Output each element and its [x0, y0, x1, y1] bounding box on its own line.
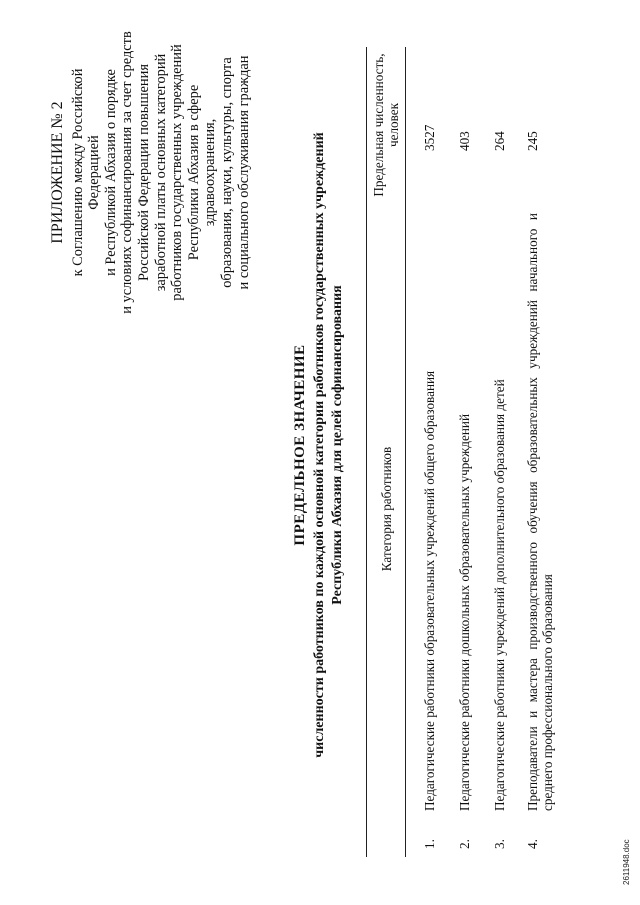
row-value: 245 — [525, 131, 540, 151]
limits-table — [366, 47, 555, 857]
table-header-row — [367, 47, 406, 857]
document-title: ПРЕДЕЛЬНОЕ ЗНАЧЕНИЕ — [292, 344, 308, 546]
appendix-line: и условиях софинансирования за счет средств — [119, 31, 136, 314]
appendix-line: к Соглашению между Российской Федерацией — [69, 68, 103, 277]
table-row — [406, 47, 441, 857]
row-value: 403 — [457, 131, 472, 151]
row-number: 1. — [422, 839, 437, 849]
table-row — [475, 47, 510, 857]
header-value: Предельная численность, человек — [367, 47, 406, 203]
document-reference: 2611948.doc — [622, 839, 631, 885]
appendix-line: Российской Федерации повышения — [135, 64, 152, 281]
row-category: Педагогические работники учреждений дополнительного образования детей — [492, 379, 507, 811]
appendix-line: работников государственных учреждений — [169, 44, 186, 301]
document-subtitle-2: Республики Абхазия для целей софинансирования — [330, 285, 345, 605]
header-category: Категория работников — [367, 203, 406, 815]
row-number: 2. — [457, 839, 472, 849]
appendix-line: заработной платы основных категорий — [152, 53, 169, 292]
row-number: 4. — [525, 839, 540, 849]
appendix-line: и социального обслуживания граждан — [235, 55, 252, 290]
header-num — [367, 815, 406, 857]
row-value: 264 — [492, 131, 507, 151]
row-category: Преподаватели и мастера производственного обучения образовательных учреждений начального и среднего профессионального образования — [525, 213, 555, 811]
appendix-line: Республики Абхазия в сфере здравоохранения, — [185, 84, 219, 261]
row-value: 3527 — [422, 124, 437, 151]
appendix-block — [50, 30, 252, 315]
table-row — [440, 47, 475, 857]
row-number: 3. — [492, 839, 507, 849]
appendix-line: образования, науки, культуры, спорта — [218, 57, 235, 288]
appendix-title: ПРИЛОЖЕНИЕ № 2 — [49, 101, 66, 244]
row-category: Педагогические работники дошкольных образовательных учреждений — [457, 413, 472, 811]
appendix-line: и Республикой Абхазия о порядке — [102, 69, 119, 276]
row-category: Педагогические работники образовательных учреждений общего образования — [422, 370, 437, 811]
table-row — [510, 47, 555, 857]
document-subtitle: численности работников по каждой основной категории работников государственных учреждений — [312, 132, 327, 758]
